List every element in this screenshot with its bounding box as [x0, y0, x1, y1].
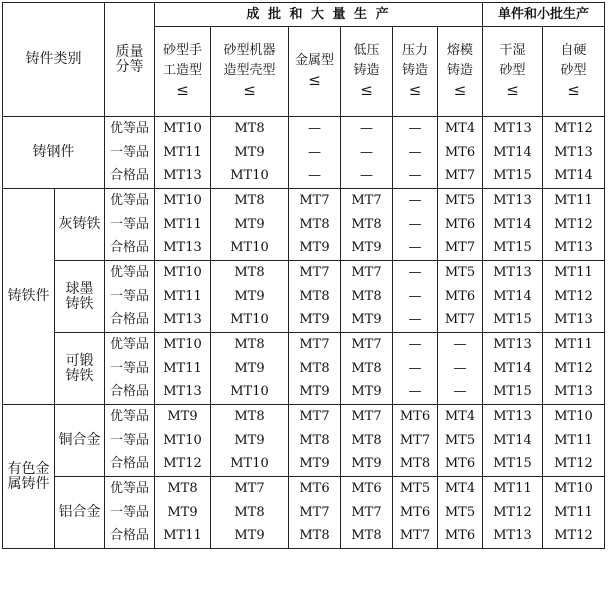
value-cell: —	[438, 381, 483, 405]
header-method-line: 金属型	[294, 52, 334, 68]
value-cell: MT14	[483, 213, 543, 237]
value-cell: MT15	[483, 381, 543, 405]
value-cell: MT10	[155, 189, 211, 213]
label-line: 铸铁	[65, 295, 94, 312]
header-method-line: 铸造	[446, 62, 473, 78]
header-method-line: 工造型	[162, 62, 202, 78]
value-cell: MT6	[438, 141, 483, 165]
table-row	[3, 477, 605, 501]
value-cell: MT7	[438, 237, 483, 261]
value-cell: MT14	[483, 429, 543, 453]
value-cell: —	[393, 333, 438, 357]
category-cell: 铸铁件	[3, 189, 55, 405]
value-cell: MT8	[341, 285, 393, 309]
header-mass-production: 成 批 和 大 量 生 产	[155, 3, 483, 27]
le-symbol: ≤	[308, 71, 321, 90]
value-cell: MT8	[341, 357, 393, 381]
value-cell: MT8	[211, 501, 289, 525]
value-cell: MT8	[289, 213, 341, 237]
value-cell: MT5	[438, 261, 483, 285]
value-cell: MT6	[438, 525, 483, 549]
label-line: 铸铁	[65, 367, 94, 384]
grade-cell: 合格品	[105, 453, 155, 477]
grade-cell: 优等品	[105, 477, 155, 501]
value-cell: MT11	[543, 261, 605, 285]
header-method-line: 自硬	[560, 42, 587, 58]
value-cell: MT9	[211, 213, 289, 237]
value-cell: —	[438, 333, 483, 357]
grade-cell: 一等品	[105, 501, 155, 525]
value-cell: MT10	[155, 117, 211, 141]
value-cell: MT10	[155, 261, 211, 285]
value-cell: MT8	[289, 357, 341, 381]
value-cell: —	[341, 141, 393, 165]
le-symbol: ≤	[567, 81, 580, 100]
subcategory-cell	[55, 261, 105, 333]
value-cell: MT8	[155, 477, 211, 501]
value-cell: MT15	[483, 165, 543, 189]
value-cell: —	[393, 381, 438, 405]
value-cell: —	[393, 357, 438, 381]
value-cell: MT5	[438, 501, 483, 525]
value-cell: MT13	[155, 165, 211, 189]
value-cell: MT11	[483, 477, 543, 501]
value-cell: MT15	[483, 237, 543, 261]
subcategory-cell	[55, 333, 105, 405]
value-cell: —	[393, 285, 438, 309]
value-cell: MT14	[483, 357, 543, 381]
value-cell: MT8	[289, 285, 341, 309]
header-method-line: 低压	[353, 42, 380, 58]
header-method-1	[211, 27, 289, 117]
header-method-0	[155, 27, 211, 117]
grade-cell: 一等品	[105, 285, 155, 309]
grade-cell: 一等品	[105, 429, 155, 453]
le-symbol: ≤	[506, 81, 519, 100]
value-cell: —	[341, 117, 393, 141]
tolerance-grade-table	[2, 2, 605, 549]
value-cell: MT10	[155, 333, 211, 357]
value-cell: MT10	[543, 405, 605, 429]
category-cell	[3, 405, 55, 549]
table-row	[3, 261, 605, 285]
header-grade	[105, 3, 155, 117]
value-cell: MT10	[211, 453, 289, 477]
value-cell: MT11	[543, 189, 605, 213]
header-small-batch: 单件和小批生产	[483, 3, 605, 27]
value-cell: MT12	[155, 453, 211, 477]
value-cell: MT4	[438, 405, 483, 429]
value-cell: MT13	[543, 141, 605, 165]
grade-cell: 合格品	[105, 525, 155, 549]
header-method-line: 铸造	[401, 62, 428, 78]
grade-cell: 优等品	[105, 405, 155, 429]
value-cell: MT10	[543, 477, 605, 501]
value-cell: MT5	[438, 429, 483, 453]
value-cell: MT9	[211, 429, 289, 453]
grade-cell: 一等品	[105, 141, 155, 165]
value-cell: MT13	[483, 525, 543, 549]
value-cell: MT13	[543, 381, 605, 405]
value-cell: MT7	[289, 333, 341, 357]
value-cell: MT9	[289, 309, 341, 333]
header-method-line: 砂型手	[162, 42, 202, 58]
value-cell: MT14	[543, 165, 605, 189]
grade-cell: 优等品	[105, 189, 155, 213]
value-cell: MT13	[483, 405, 543, 429]
value-cell: MT7	[438, 165, 483, 189]
value-cell: MT4	[438, 117, 483, 141]
value-cell: MT12	[543, 525, 605, 549]
value-cell: MT8	[211, 261, 289, 285]
table-row	[3, 405, 605, 429]
grade-cell: 合格品	[105, 309, 155, 333]
value-cell: MT7	[289, 405, 341, 429]
header-method-5	[438, 27, 483, 117]
value-cell: MT13	[483, 117, 543, 141]
header-method-4	[393, 27, 438, 117]
subcategory-cell	[55, 405, 105, 477]
header-method-6	[483, 27, 543, 117]
category-cell: 铸钢件	[3, 117, 105, 189]
subcategory-cell	[55, 477, 105, 549]
value-cell: MT9	[211, 525, 289, 549]
value-cell: —	[289, 141, 341, 165]
value-cell: MT13	[155, 381, 211, 405]
value-cell: MT6	[438, 285, 483, 309]
value-cell: MT11	[155, 357, 211, 381]
value-cell: MT7	[393, 429, 438, 453]
header-method-3	[341, 27, 393, 117]
value-cell: MT9	[211, 357, 289, 381]
value-cell: MT13	[543, 309, 605, 333]
grade-cell: 优等品	[105, 261, 155, 285]
subcategory-cell	[55, 189, 105, 261]
value-cell: MT6	[393, 501, 438, 525]
value-cell: MT6	[438, 453, 483, 477]
grade-cell: 优等品	[105, 333, 155, 357]
value-cell: MT9	[341, 237, 393, 261]
value-cell: MT7	[341, 333, 393, 357]
value-cell: MT10	[155, 429, 211, 453]
grade-cell: 优等品	[105, 117, 155, 141]
value-cell: MT12	[483, 501, 543, 525]
header-method-2	[289, 27, 341, 117]
value-cell: MT7	[341, 405, 393, 429]
label-line: 属铸件	[7, 475, 50, 492]
value-cell: MT12	[543, 453, 605, 477]
header-method-line: 干湿	[499, 42, 526, 58]
value-cell: MT10	[211, 165, 289, 189]
value-cell: MT6	[393, 405, 438, 429]
value-cell: MT8	[211, 405, 289, 429]
label-line: 铝合金	[58, 504, 101, 521]
value-cell: MT9	[211, 141, 289, 165]
header-grade-line-2: 分等	[115, 58, 144, 75]
value-cell: MT7	[438, 309, 483, 333]
header-method-line: 熔模	[446, 42, 473, 58]
value-cell: MT10	[211, 381, 289, 405]
value-cell: MT13	[483, 189, 543, 213]
value-cell: MT8	[393, 453, 438, 477]
value-cell: MT8	[341, 429, 393, 453]
le-symbol: ≤	[176, 81, 189, 100]
le-symbol: ≤	[243, 81, 256, 100]
value-cell: MT13	[155, 309, 211, 333]
value-cell: MT13	[483, 261, 543, 285]
value-cell: MT5	[393, 477, 438, 501]
label-line: 灰铸铁	[58, 216, 101, 233]
value-cell: MT7	[289, 261, 341, 285]
value-cell: MT11	[543, 333, 605, 357]
grade-cell: 合格品	[105, 381, 155, 405]
value-cell: MT11	[155, 141, 211, 165]
value-cell: MT9	[341, 309, 393, 333]
value-cell: MT7	[289, 189, 341, 213]
header-method-line: 砂型	[499, 62, 526, 78]
value-cell: MT8	[289, 525, 341, 549]
value-cell: MT9	[289, 381, 341, 405]
value-cell: —	[393, 309, 438, 333]
value-cell: —	[289, 165, 341, 189]
value-cell: MT10	[211, 309, 289, 333]
value-cell: MT11	[543, 429, 605, 453]
header-method-7	[543, 27, 605, 117]
grade-cell: 一等品	[105, 213, 155, 237]
value-cell: MT15	[483, 309, 543, 333]
value-cell: MT6	[289, 477, 341, 501]
value-cell: MT6	[341, 477, 393, 501]
grade-cell: 一等品	[105, 357, 155, 381]
table-row	[3, 189, 605, 213]
value-cell: MT14	[483, 285, 543, 309]
table-row	[3, 333, 605, 357]
value-cell: MT13	[155, 237, 211, 261]
value-cell: —	[393, 213, 438, 237]
header-method-line: 造型壳型	[223, 62, 276, 78]
value-cell: MT9	[211, 285, 289, 309]
value-cell: MT13	[543, 237, 605, 261]
value-cell: MT12	[543, 357, 605, 381]
le-symbol: ≤	[360, 81, 373, 100]
grade-cell: 合格品	[105, 165, 155, 189]
header-method-line: 砂型机器	[223, 42, 276, 58]
value-cell: —	[341, 165, 393, 189]
value-cell: MT14	[483, 141, 543, 165]
value-cell: MT13	[483, 333, 543, 357]
value-cell: MT6	[438, 213, 483, 237]
grade-cell: 合格品	[105, 237, 155, 261]
value-cell: MT11	[543, 501, 605, 525]
value-cell: MT9	[155, 501, 211, 525]
value-cell: MT7	[341, 189, 393, 213]
value-cell: MT12	[543, 285, 605, 309]
value-cell: —	[393, 237, 438, 261]
value-cell: MT8	[289, 429, 341, 453]
header-method-line: 铸造	[353, 62, 380, 78]
label-line: 有色金	[7, 460, 50, 477]
value-cell: MT5	[438, 189, 483, 213]
value-cell: MT9	[341, 453, 393, 477]
value-cell: MT7	[211, 477, 289, 501]
value-cell: MT9	[155, 405, 211, 429]
value-cell: MT10	[211, 237, 289, 261]
label-line: 球墨	[65, 280, 94, 297]
value-cell: MT12	[543, 117, 605, 141]
value-cell: MT9	[289, 453, 341, 477]
value-cell: MT9	[289, 237, 341, 261]
header-grade-line-1: 质量	[115, 43, 144, 60]
header-category: 铸件类别	[3, 3, 105, 117]
value-cell: MT8	[211, 333, 289, 357]
le-symbol: ≤	[408, 81, 422, 100]
value-cell: MT15	[483, 453, 543, 477]
value-cell: MT9	[341, 381, 393, 405]
value-cell: —	[438, 357, 483, 381]
value-cell: MT4	[438, 477, 483, 501]
value-cell: MT7	[341, 501, 393, 525]
label-line: 铜合金	[58, 432, 101, 449]
value-cell: MT8	[341, 525, 393, 549]
value-cell: —	[393, 117, 438, 141]
value-cell: —	[393, 189, 438, 213]
label-line: 可锻	[65, 352, 94, 369]
value-cell: MT8	[211, 117, 289, 141]
value-cell: —	[393, 261, 438, 285]
value-cell: —	[393, 165, 438, 189]
value-cell: MT11	[155, 285, 211, 309]
le-symbol: ≤	[453, 81, 467, 100]
table-row	[3, 117, 605, 141]
value-cell: MT7	[289, 501, 341, 525]
value-cell: MT7	[393, 525, 438, 549]
value-cell: —	[393, 141, 438, 165]
value-cell: MT8	[211, 189, 289, 213]
value-cell: MT11	[155, 525, 211, 549]
value-cell: —	[289, 117, 341, 141]
value-cell: MT11	[155, 213, 211, 237]
value-cell: MT7	[341, 261, 393, 285]
value-cell: MT8	[341, 213, 393, 237]
value-cell: MT12	[543, 213, 605, 237]
header-method-line: 砂型	[560, 62, 587, 78]
header-method-line: 压力	[401, 42, 428, 58]
